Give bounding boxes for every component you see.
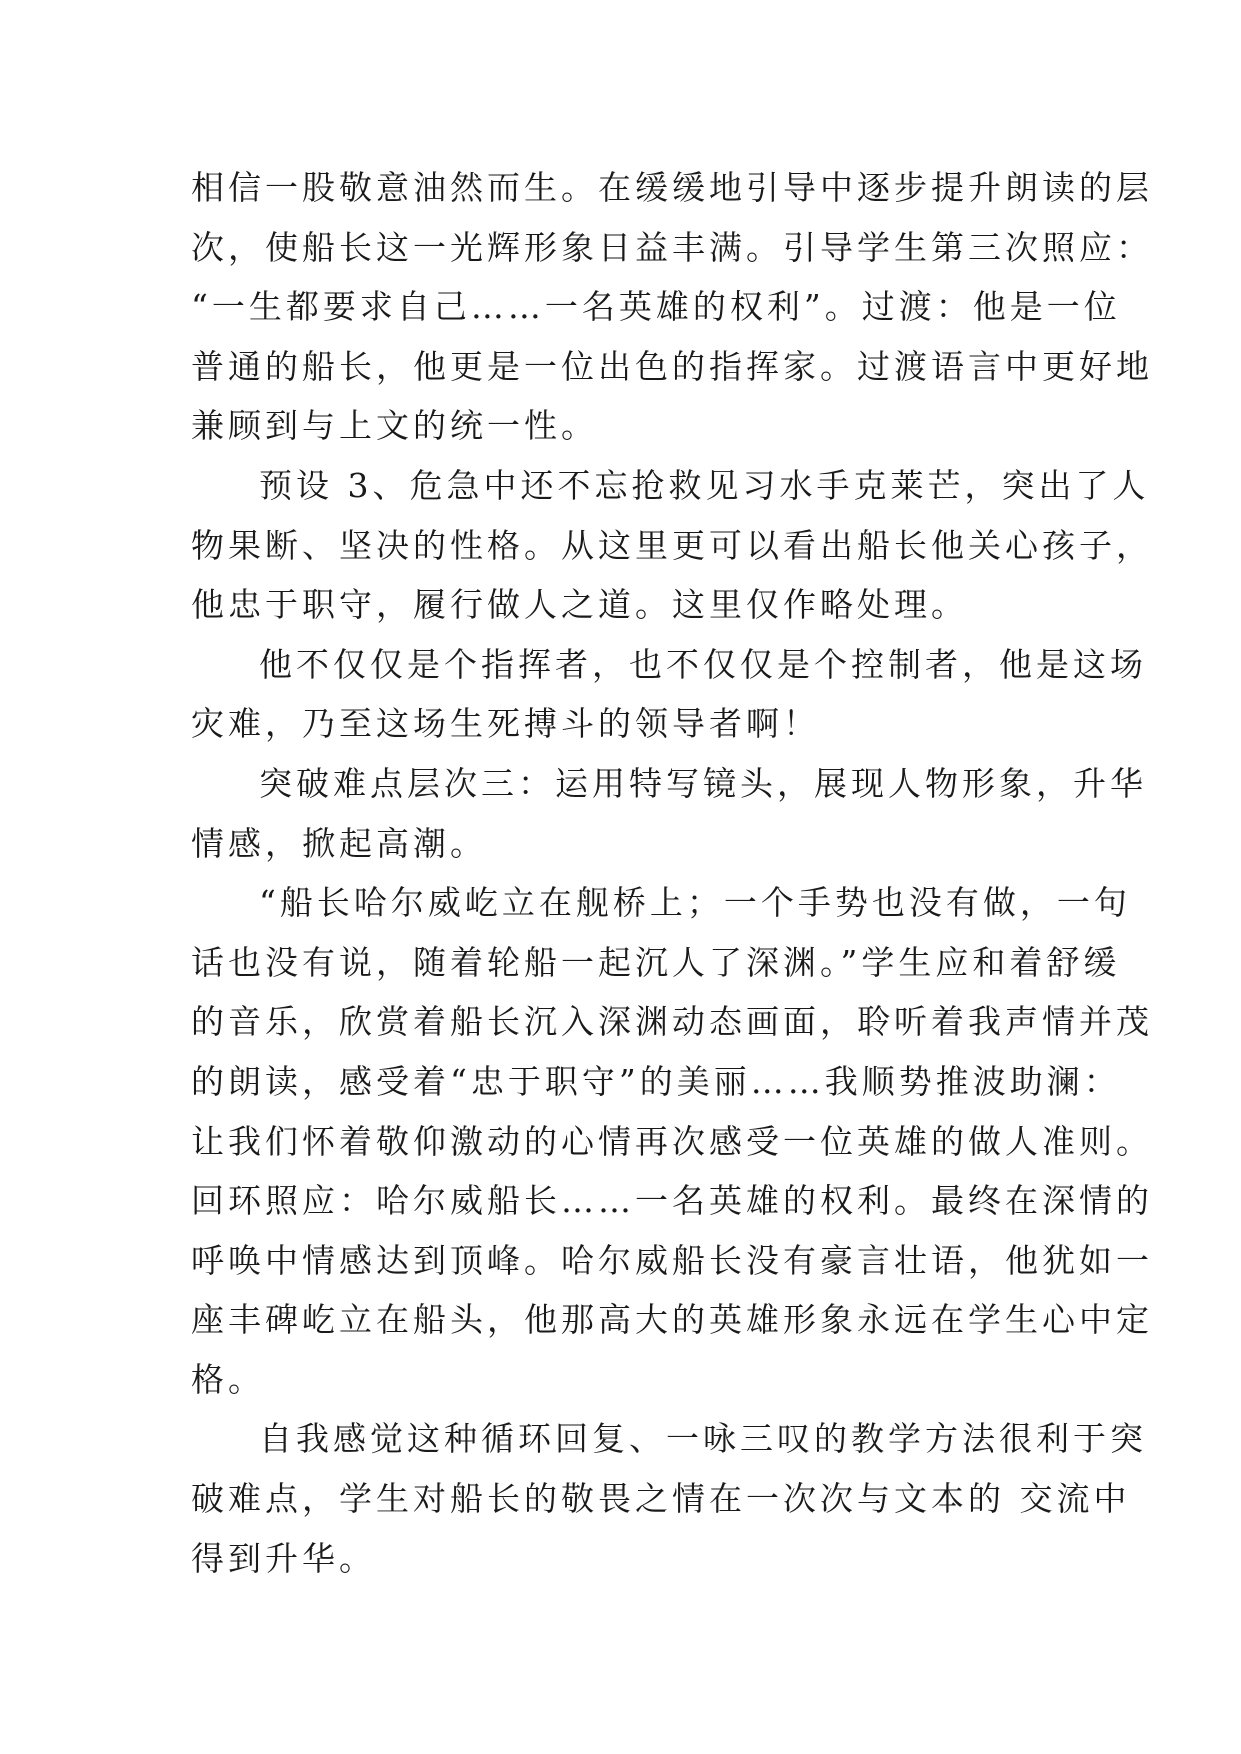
text-line: 的音乐，欣赏着船长沉入深渊动态画面，聆听着我声情并茂 bbox=[191, 1002, 1153, 1042]
text-line: 相信一股敬意油然而生。在缓缓地引导中逐步提升朗读的层 bbox=[191, 168, 1153, 207]
text-line: 让我们怀着敬仰激动的心情再次感受一位英雄的做人准则。 bbox=[191, 1121, 1153, 1161]
paragraph-1 bbox=[191, 158, 1153, 456]
text-line: 他忠于职守，履行做人之道。这里仅作略处理。 bbox=[191, 585, 968, 625]
text-line: “船长哈尔威屹立在舰桥上；一个手势也没有做，一句 bbox=[259, 883, 1131, 923]
paragraph-5 bbox=[191, 873, 1153, 1409]
text-line: 次，使船长这一光辉形象日益丰满。引导学生第三次照应： bbox=[191, 227, 1153, 267]
document-body bbox=[191, 158, 1153, 1588]
text-line: 物果断、坚决的性格。从这里更可以看出船长他关心孩子， bbox=[191, 525, 1153, 565]
text-line: 普通的船长，他更是一位出色的指挥家。过渡语言中更好地 bbox=[191, 346, 1153, 386]
paragraph-6 bbox=[191, 1409, 1147, 1588]
text-line: 的朗读，感受着“忠于职守”的美丽……我顺势推波助澜： bbox=[191, 1061, 1121, 1101]
text-line: 呼唤中情感达到顶峰。哈尔威船长没有豪言壮语，他犹如一 bbox=[191, 1240, 1153, 1280]
text-line: 情感，掀起高潮。 bbox=[191, 823, 487, 863]
text-line: 座丰碑屹立在船头，他那高大的英雄形象永远在学生心中定 bbox=[191, 1300, 1153, 1340]
text-line: 得到升华。 bbox=[191, 1538, 376, 1578]
text-line: 回环照应：哈尔威船长……一名英雄的权利。最终在深情的 bbox=[191, 1181, 1153, 1221]
text-line: 话也没有说，随着轮船一起沉人了深渊。”学生应和着舒缓 bbox=[191, 942, 1121, 982]
text-line: 他不仅仅是个指挥者，也不仅仅是个控制者，他是这场 bbox=[259, 644, 1147, 684]
text-line: 破难点，学生对船长的敬畏之情在一次次与文本的 交流中 bbox=[191, 1479, 1131, 1519]
text-line: 突破难点层次三：运用特写镜头，展现人物形象，升华 bbox=[259, 763, 1147, 803]
paragraph-4 bbox=[191, 754, 1147, 873]
text-line: “一生都要求自己……一名英雄的权利”。过渡：他是一位 bbox=[191, 287, 1121, 327]
text-line: 格。 bbox=[191, 1359, 265, 1399]
text-line: 自我感觉这种循环回复、一咏三叹的教学方法很利于突 bbox=[259, 1419, 1147, 1459]
paragraph-2 bbox=[191, 456, 1153, 635]
text-line: 预设 3、危急中还不忘抢救见习水手克莱芒，突出了人 bbox=[259, 465, 1150, 505]
text-line: 兼顾到与上文的统一性。 bbox=[191, 406, 598, 446]
paragraph-3 bbox=[191, 635, 1147, 754]
text-line: 灾难，乃至这场生死搏斗的领导者啊！ bbox=[191, 704, 820, 744]
